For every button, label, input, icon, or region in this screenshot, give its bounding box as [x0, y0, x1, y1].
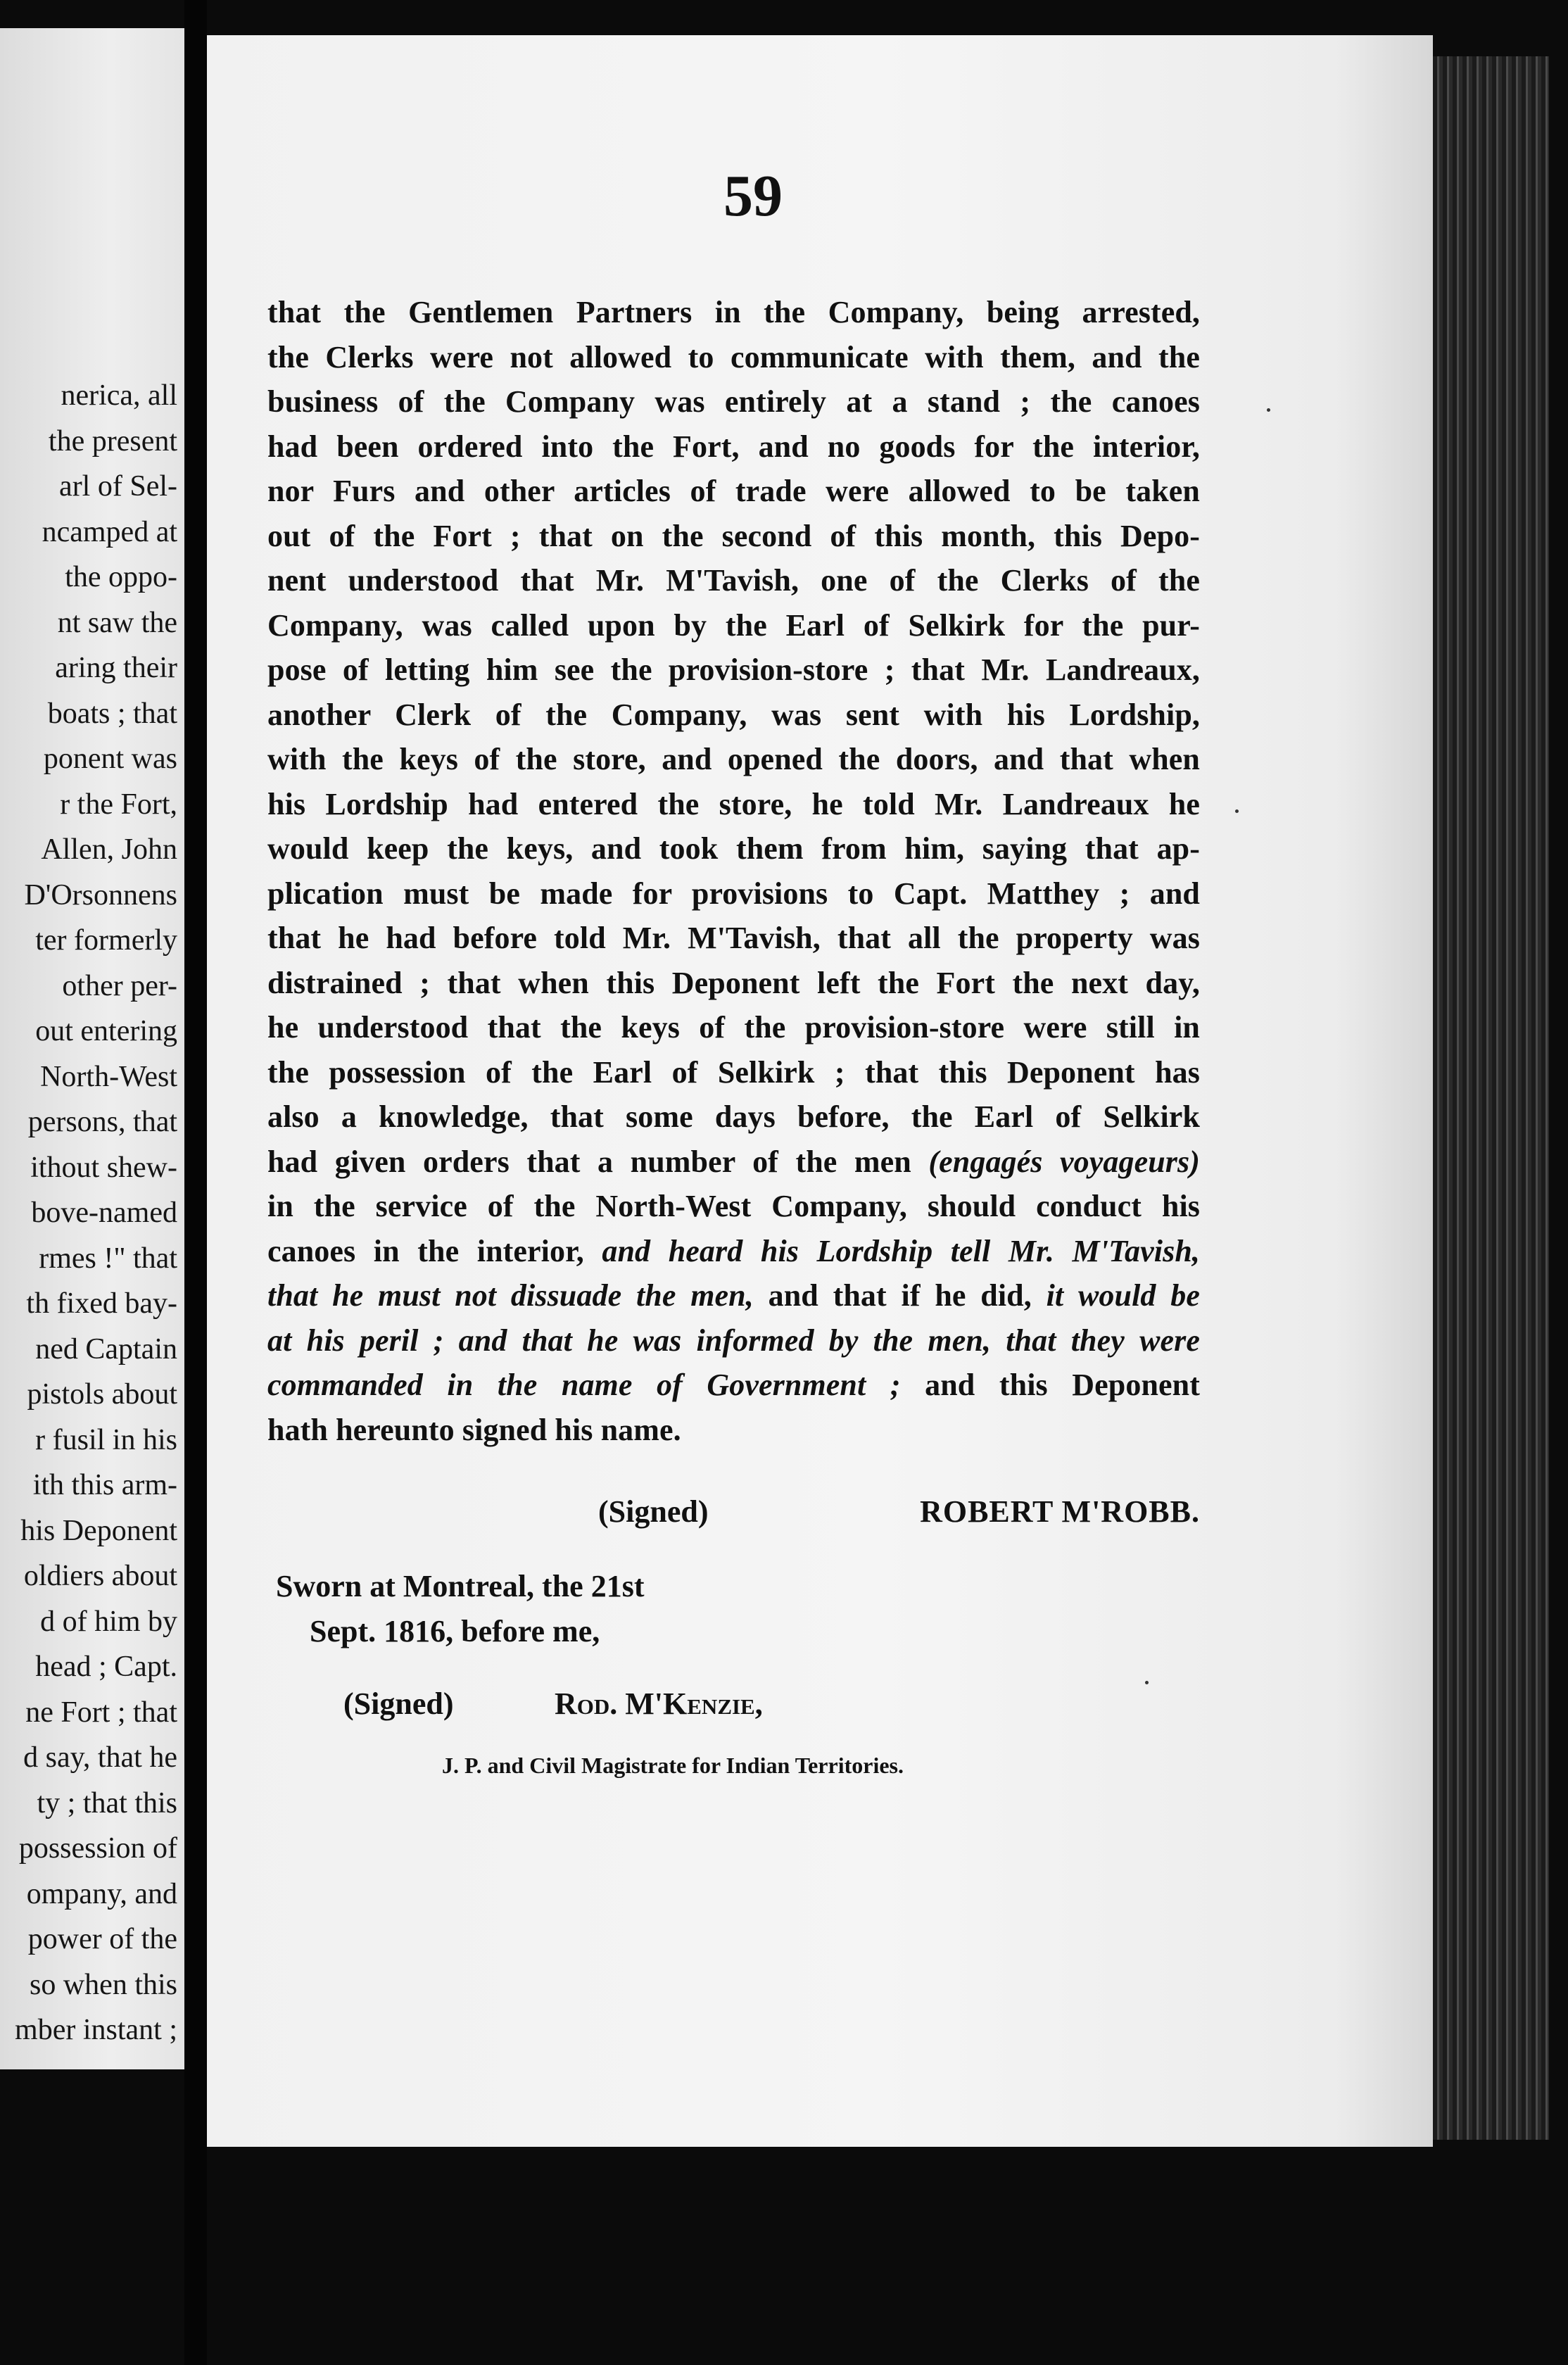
italic-segment: it would be	[1046, 1278, 1200, 1313]
text-line: business of the Company was entirely at a stand ; the canoes	[267, 384, 1200, 419]
text-line-mixed	[267, 1140, 1200, 1185]
left-page-line: so when this	[30, 1968, 177, 2001]
text-line: another Clerk of the Company, was sent with his Lordship,	[267, 697, 1200, 732]
magistrate-title: J. P. and Civil Magistrate for Indian Territories.	[442, 1753, 904, 1778]
text-line-mixed	[267, 1229, 1200, 1274]
left-page-line: ponent was	[43, 743, 177, 775]
ink-speck	[1235, 809, 1239, 813]
left-page-line: aring their	[55, 652, 177, 684]
text-segment: canoes in the interior,	[267, 1233, 602, 1268]
text-segment: and this Deponent	[900, 1368, 1200, 1402]
text-line: nor Furs and other articles of trade were allowed to be taken	[267, 474, 1200, 508]
left-page-line: his Deponent	[20, 1514, 177, 1547]
left-page-line: mber instant ;	[15, 2014, 177, 2046]
signed-label: (Signed)	[598, 1494, 709, 1529]
text-line: that the Gentlemen Partners in the Company, being arrested,	[267, 295, 1200, 329]
text-line: would keep the keys, and took them from him, saying that ap-	[267, 831, 1200, 866]
left-page-line: arl of Sel-	[59, 470, 177, 503]
left-page-line: r fusil in his	[35, 1423, 177, 1456]
deposition-text	[267, 290, 1200, 1452]
text-line: his Lordship had entered the store, he told Mr. Landreaux he	[267, 786, 1200, 821]
text-line-mixed	[267, 1273, 1200, 1318]
left-page-line: ned Captain	[35, 1332, 177, 1366]
left-page-line: r the Fort,	[60, 788, 177, 821]
left-page-line: head ; Capt.	[35, 1651, 177, 1683]
left-page-line: persons, that	[27, 1106, 177, 1138]
text-line: Company, was called upon by the Earl of Selkirk for the pur-	[267, 607, 1200, 643]
text-line: also a knowledge, that some days before, the Earl of Selkirk	[267, 1099, 1200, 1134]
left-page-text	[0, 373, 177, 2053]
left-page-line: boats ; that	[47, 697, 177, 730]
text-line-italic	[267, 1318, 1200, 1363]
left-page-line: power of the	[27, 1923, 177, 1955]
text-line: in the service of the North-West Company, should conduct his	[267, 1189, 1200, 1223]
left-page-line: ithout shew-	[30, 1151, 177, 1184]
left-page-line: other per-	[62, 969, 177, 1002]
italic-segment: that he must not dissuade the men,	[267, 1278, 754, 1313]
ink-speck	[1145, 1681, 1149, 1684]
left-page-line: d say, that he	[23, 1741, 177, 1774]
page-number: 59	[723, 163, 783, 229]
text-line: plication must be made for provisions to Capt. Matthey ; and	[267, 876, 1200, 911]
ink-speck	[1267, 408, 1270, 412]
italic-segment: at his peril ; and that he was informed by the men, that they were	[267, 1323, 1200, 1358]
left-page-line: D'Orsonnens	[24, 878, 177, 912]
left-page-line: nerica, all	[61, 379, 177, 412]
left-page-line: the present	[48, 424, 177, 458]
magistrate-signed-label: (Signed)	[343, 1686, 454, 1721]
text-line: that he had before told Mr. M'Tavish, that all the property was	[267, 921, 1200, 955]
sworn-line-1: Sworn at Montreal, the 21st	[276, 1569, 645, 1603]
left-page-line: oldiers about	[23, 1560, 177, 1592]
left-page-line: North-West	[40, 1060, 177, 1093]
left-page-line: ncamped at	[42, 515, 177, 548]
magistrate-name: Rod. M'Kenzie,	[555, 1686, 763, 1721]
text-line: nent understood that Mr. M'Tavish, one of the Clerks of the	[267, 563, 1200, 598]
left-page-line: th fixed bay-	[26, 1287, 177, 1320]
text-line: the possession of the Earl of Selkirk ; that this Deponent has	[267, 1054, 1200, 1090]
left-page-line: ne Fort ; that	[25, 1696, 177, 1729]
book-gutter	[184, 0, 207, 2365]
left-page-line: pistols about	[27, 1378, 177, 1411]
left-page-line: the oppo-	[65, 561, 177, 593]
text-line: had been ordered into the Fort, and no goods for the interior,	[267, 429, 1200, 464]
text-segment: and that if he did,	[753, 1278, 1047, 1313]
italic-segment: and heard his Lordship tell Mr. M'Tavish,	[602, 1233, 1200, 1268]
left-page-line: ter formerly	[35, 924, 177, 957]
page-edges	[1433, 56, 1549, 2140]
left-page-line: Allen, John	[41, 833, 177, 866]
magistrate-signature	[343, 1686, 763, 1722]
text-line: with the keys of the store, and opened the doors, and that when	[267, 742, 1200, 776]
left-page-line: possession of	[18, 1832, 177, 1865]
signature-block	[267, 1494, 1200, 1543]
left-page-line: rmes !" that	[39, 1242, 177, 1275]
italic-segment: (engagés voyageurs)	[928, 1144, 1200, 1179]
text-line: pose of letting him see the provision-store ; that Mr. Landreaux,	[267, 652, 1200, 687]
left-page-line: ty ; that this	[37, 1786, 177, 1820]
text-line: the Clerks were not allowed to communicate with them, and the	[267, 339, 1200, 374]
text-line: out of the Fort ; that on the second of this month, this Depo-	[267, 518, 1200, 553]
left-page-line: ith this arm-	[32, 1469, 177, 1501]
left-page-line: out entering	[35, 1015, 177, 1047]
text-line: he understood that the keys of the provision-store were still in	[267, 1010, 1200, 1045]
sworn-line-2: Sept. 1816, before me,	[310, 1614, 600, 1648]
text-line: distrained ; that when this Deponent left the Fort the next day,	[267, 965, 1200, 1000]
left-page-line: nt saw the	[57, 606, 177, 639]
deponent-name: ROBERT M'ROBB.	[920, 1494, 1200, 1529]
text-line-last: hath hereunto signed his name.	[267, 1412, 681, 1447]
left-page-line: d of him by	[40, 1605, 177, 1638]
left-page-line: bove-named	[31, 1197, 177, 1229]
left-page-line: ompany, and	[26, 1877, 177, 1910]
italic-segment: commanded in the name of Government ;	[267, 1368, 901, 1402]
text-segment: had given orders that a number of the men	[267, 1144, 929, 1179]
text-line-mixed	[267, 1363, 1200, 1408]
left-page-fragment	[0, 28, 184, 2069]
